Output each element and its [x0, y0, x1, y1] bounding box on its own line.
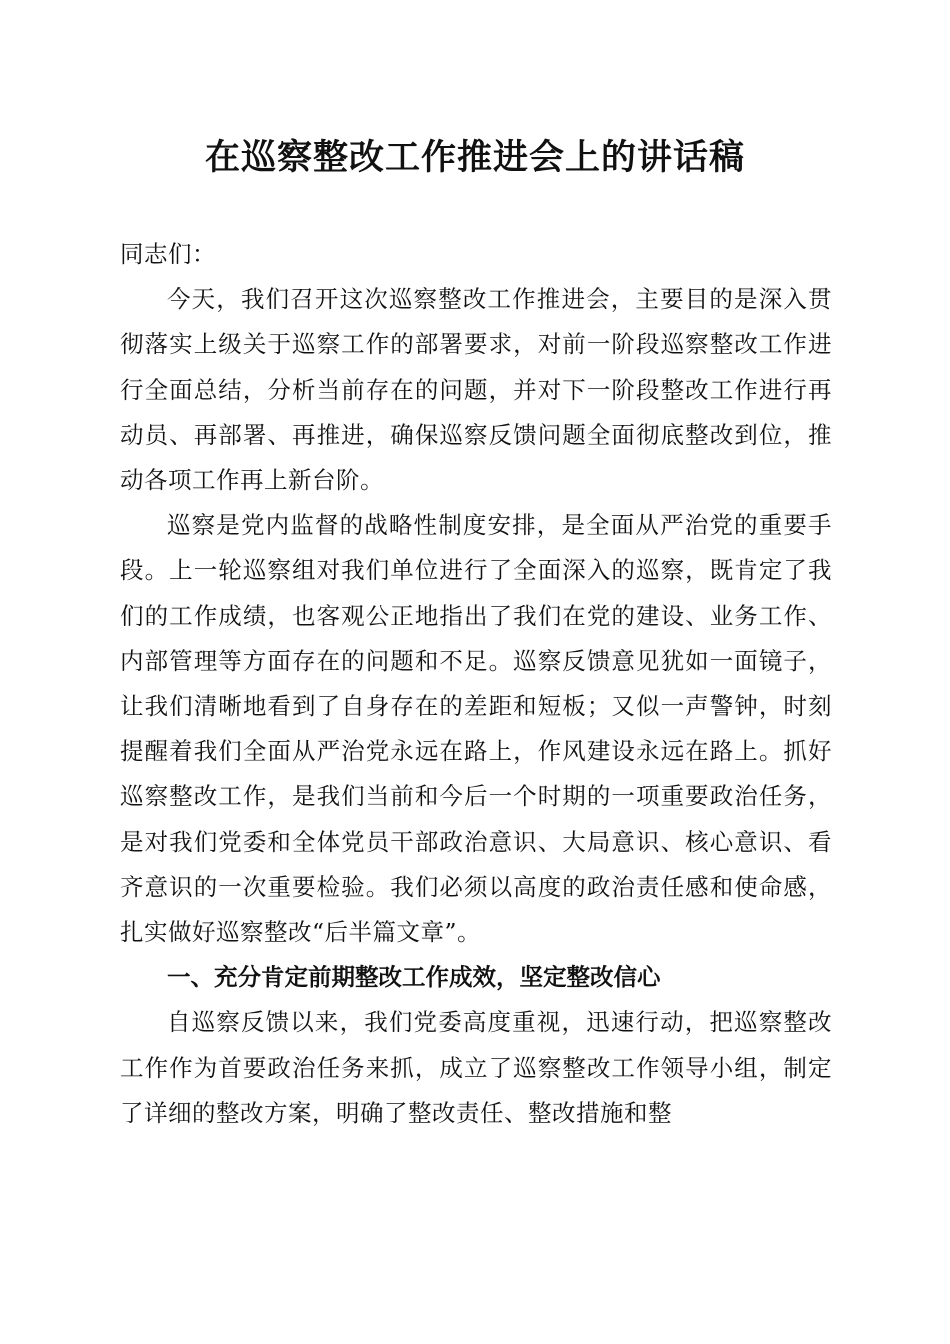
- section-heading-1: 一、充分肯定前期整改工作成效，坚定整改信心: [167, 963, 661, 992]
- paragraph-intro: 今天，我们召开这次巡察整改工作推进会，主要目的是深入贯彻落实上级关于巡察工作的部署要求，对前一阶段巡察整改工作进行全面总结，分析当前存在的问题，并对下一阶段整改工作进行再动员、再部署、再推进，确保巡察反馈问题全面彻底整改到位，推动各项工作再上新台阶。: [120, 285, 832, 495]
- paragraph-section-1: 自巡察反馈以来，我们党委高度重视，迅速行动，把巡察整改工作作为首要政治任务来抓，成立了巡察整改工作领导小组，制定了详细的整改方案，明确了整改责任、整改措施和整: [120, 1008, 832, 1127]
- document-title: 在巡察整改工作推进会上的讲话稿: [204, 137, 745, 178]
- document-body: [120, 232, 832, 1136]
- salutation: 同志们：: [120, 240, 216, 268]
- paragraph-significance: 巡察是党内监督的战略性制度安排，是全面从严治党的重要手段。上一轮巡察组对我们单位进行了全面深入的巡察，既肯定了我们的工作成绩，也客观公正地指出了我们在党的建设、业务工作、内部管理等方面存在的问题和不足。巡察反馈意见犹如一面镜子，让我们清晰地看到了自身存在的差距和短板；又似一声警钟，时刻提醒着我们全面从严治党永远在路上，作风建设永远在路上。抓好巡察整改工作，是我们当前和今后一个时期的一项重要政治任务，是对我们党委和全体党员干部政治意识、大局意识、核心意识、看齐意识的一次重要检验。我们必须以高度的政治责任感和使命感，扎实做好巡察整改“后半篇文章”。: [120, 511, 832, 947]
